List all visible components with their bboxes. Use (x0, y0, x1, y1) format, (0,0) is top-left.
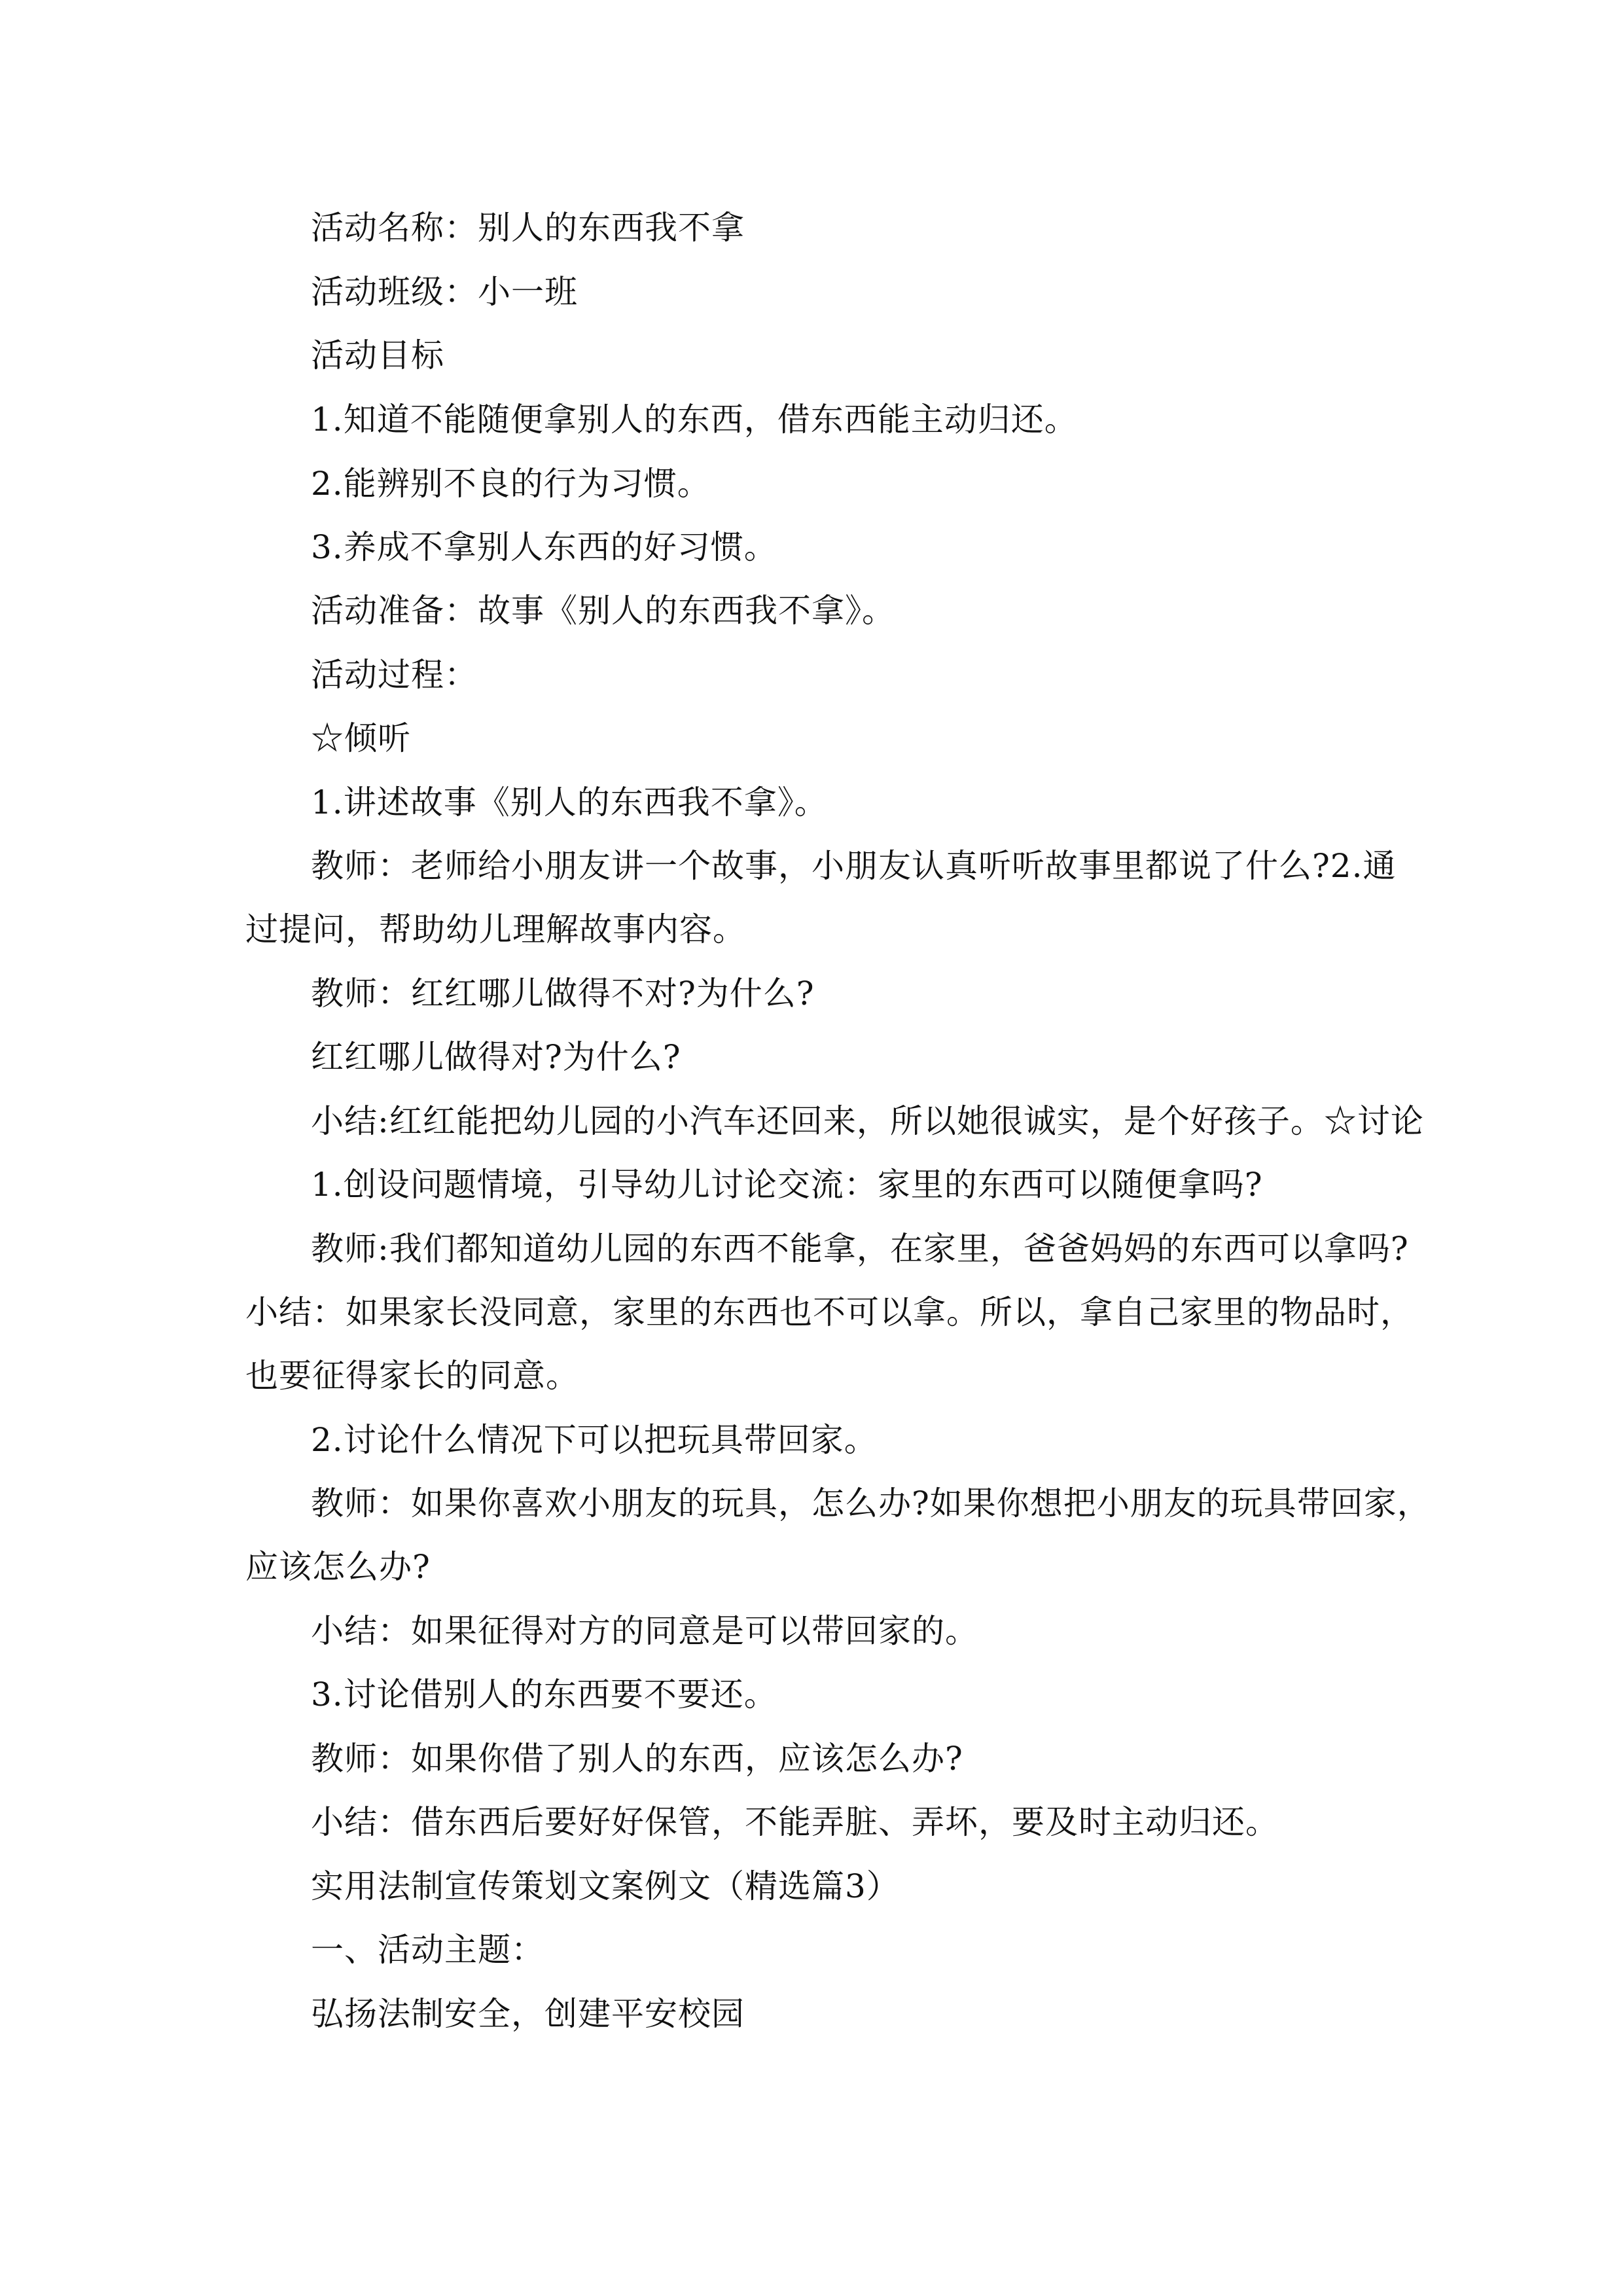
listen-step-1: 1.讲述故事《别人的东西我不拿》。 (311, 783, 828, 821)
goal-item-1: 1.知道不能随便拿别人的东西，借东西能主动归还。 (311, 401, 1078, 439)
teacher-line-2: 教师：红红哪儿做得不对?为什么? (311, 975, 815, 1013)
section-theme-heading: 一、活动主题： (311, 1931, 544, 1969)
summary-line-2: 小结：如果家长没同意，家里的东西也不可以拿。所以，拿自己家里的物品时， (245, 1293, 1414, 1331)
theme-text: 弘扬法制安全，创建平安校园 (311, 1995, 745, 2033)
section-listen-heading: ☆倾听 (311, 719, 411, 757)
teacher-line-4: 教师：如果你喜欢小朋友的玩具，怎么办?如果你想把小朋友的玩具带回家， (311, 1484, 1431, 1522)
activity-class-line: 活动班级：小一班 (311, 273, 578, 311)
summary-line-1: 小结:红红能把幼儿园的小汽车还回来，所以她很诚实，是个好孩子。☆讨论 (311, 1102, 1424, 1140)
summary-line-3: 小结：如果征得对方的同意是可以带回家的。 (311, 1612, 978, 1650)
discussion-step-2: 2.讨论什么情况下可以把玩具带回家。 (311, 1421, 878, 1459)
activity-name-line: 活动名称：别人的东西我不拿 (311, 209, 745, 247)
goal-item-2: 2.能辨别不良的行为习惯。 (311, 465, 711, 503)
activity-process-heading: 活动过程： (311, 656, 478, 694)
question-line: 红红哪儿做得对?为什么? (311, 1038, 681, 1076)
article-title: 实用法制宣传策划文案例文（精选篇3） (311, 1867, 900, 1905)
teacher-line-1: 教师：老师给小朋友讲一个故事，小朋友认真听听故事里都说了什么?2.通 (311, 847, 1397, 885)
teacher-line-3: 教师:我们都知道幼儿园的东西不能拿，在家里，爸爸妈妈的东西可以拿吗? (311, 1230, 1409, 1268)
summary-line-4: 小结：借东西后要好好保管，不能弄脏、弄坏，要及时主动归还。 (311, 1803, 1279, 1841)
discussion-step-3: 3.讨论借别人的东西要不要还。 (311, 1676, 777, 1713)
teacher-line-5: 教师：如果你借了别人的东西，应该怎么办? (311, 1740, 963, 1778)
teacher-line-1-continued: 过提问，帮助幼儿理解故事内容。 (245, 910, 746, 948)
summary-line-2-continued: 也要征得家长的同意。 (245, 1357, 579, 1395)
goal-item-3: 3.养成不拿别人东西的好习惯。 (311, 528, 777, 566)
activity-goals-heading: 活动目标 (311, 336, 444, 374)
activity-preparation-line: 活动准备：故事《别人的东西我不拿》。 (311, 592, 895, 630)
teacher-line-4-continued: 应该怎么办? (245, 1548, 431, 1586)
discussion-step-1: 1.创设问题情境，引导幼儿讨论交流：家里的东西可以随便拿吗? (311, 1166, 1263, 1204)
